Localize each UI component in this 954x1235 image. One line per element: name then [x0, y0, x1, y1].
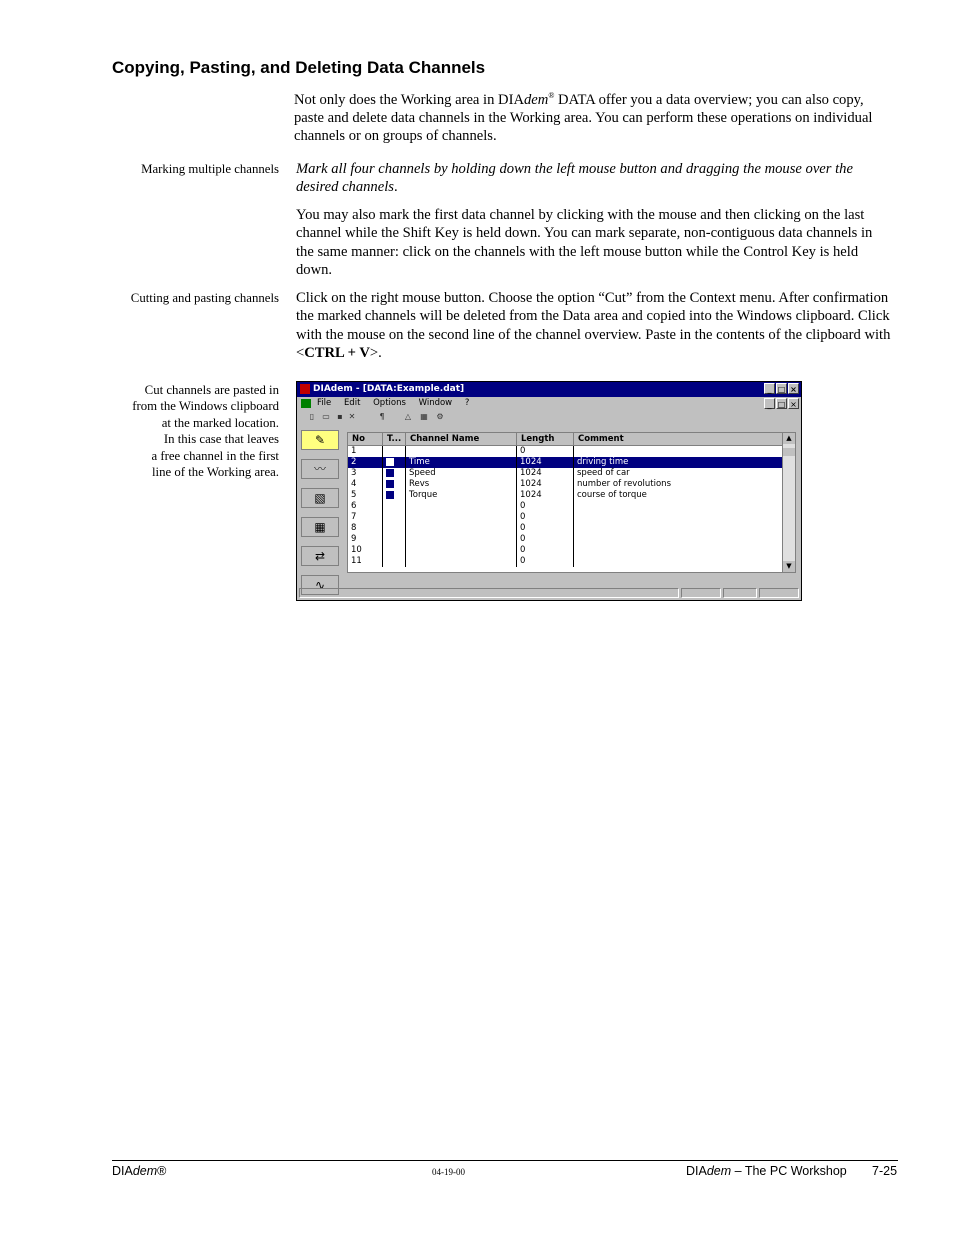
app-icon — [300, 384, 310, 394]
cell-length: 1024 — [517, 490, 574, 501]
cell-length: 0 — [517, 534, 574, 545]
table-row[interactable] — [348, 556, 795, 567]
col-type[interactable]: T... — [383, 433, 406, 446]
vertical-scrollbar[interactable] — [782, 433, 795, 572]
table-row[interactable] — [348, 446, 795, 457]
table-row[interactable] — [348, 545, 795, 556]
status-pane-3 — [723, 588, 757, 598]
delete-icon[interactable]: ✕ — [348, 412, 356, 421]
settings-icon[interactable]: ⚙ — [436, 412, 444, 421]
menu-options[interactable]: Options — [373, 398, 406, 408]
cell-length: 0 — [517, 446, 574, 457]
cell-no: 10 — [348, 545, 383, 556]
marking-instruction: Mark all four channels by holding down the left mouse button and dragging the mouse over the desired channels. — [296, 161, 853, 196]
cell-no: 9 — [348, 534, 383, 545]
minimize-button[interactable]: _ — [764, 383, 775, 394]
toolbar — [297, 410, 801, 424]
menubar — [297, 397, 801, 410]
scroll-down-icon[interactable]: ▼ — [783, 561, 795, 572]
cell-no: 2 — [348, 457, 383, 468]
maximize-button[interactable]: □ — [777, 385, 786, 394]
cell-comment — [574, 446, 783, 457]
channel-type-icon — [386, 491, 394, 499]
channel-type-icon — [386, 480, 394, 488]
cell-comment — [574, 534, 783, 545]
table-row[interactable] — [348, 457, 795, 468]
matrix-panel-icon[interactable]: ▦ — [301, 517, 339, 537]
cell-no: 11 — [348, 556, 383, 567]
col-channel-name[interactable]: Channel Name — [406, 433, 517, 446]
channel-icon[interactable]: ¶ — [379, 412, 385, 421]
status-pane-2 — [681, 588, 721, 598]
status-pane-main — [299, 588, 679, 598]
cell-no: 5 — [348, 490, 383, 501]
cell-length: 0 — [517, 512, 574, 523]
cell-no: 6 — [348, 501, 383, 512]
cell-channel-name — [406, 446, 517, 457]
footer-rule — [112, 1160, 898, 1161]
cell-length: 0 — [517, 545, 574, 556]
table-row[interactable] — [348, 468, 795, 479]
marking-detail: You may also mark the first data channel by clicking with the mouse and then clicking on the last channel while the Shift Key is held down. You can mark separate, non-contiguous data channels in the same manner: click on the channels with the left mouse button while the Control Key is held down. — [296, 207, 873, 278]
intro-paragraph: Not only does the Working area in DIAdem® DATA offer you a data overview; you can also copy, paste and delete data channels in the Working area. You can perform these operations on individual channels or on groups of channels. — [294, 91, 873, 145]
cell-comment — [574, 556, 783, 567]
doc-restore-button[interactable]: □ — [777, 400, 786, 409]
grid-icon[interactable]: ▦ — [420, 412, 428, 421]
status-bar — [299, 588, 799, 598]
channel-type-icon — [386, 469, 394, 477]
table-row[interactable] — [348, 501, 795, 512]
cell-channel-name — [406, 512, 517, 523]
table-row[interactable] — [348, 523, 795, 534]
cell-type — [383, 523, 406, 534]
surface-panel-icon[interactable]: ▧ — [301, 488, 339, 508]
cell-length: 1024 — [517, 479, 574, 490]
cell-comment: speed of car — [574, 468, 783, 479]
cutting-paragraph: Click on the right mouse button. Choose the option “Cut” from the Context menu. After confirmation the marked channels will be deleted from the Data area and copied into the Windows clipboard. Click with the mouse on the second line of the channel overview. Paste in the contents of the clipboard with <CTRL + V>. — [296, 290, 891, 361]
cell-comment — [574, 512, 783, 523]
scope-panel-icon[interactable]: ∿ — [301, 575, 339, 595]
cell-comment: course of torque — [574, 490, 783, 501]
cutting-side-label: Cutting and pasting channels — [130, 291, 279, 305]
cell-length: 1024 — [517, 457, 574, 468]
table-row[interactable] — [348, 490, 795, 501]
cell-type — [383, 501, 406, 512]
col-comment[interactable]: Comment — [574, 433, 783, 446]
cell-no: 7 — [348, 512, 383, 523]
menu-window[interactable]: Window — [418, 398, 453, 408]
page-number: 7-25 — [872, 1164, 898, 1178]
measure-panel-icon[interactable]: ⇄ — [301, 546, 339, 566]
cell-type — [383, 446, 406, 457]
section-heading: Copying, Pasting, and Deleting Data Channels — [112, 58, 486, 77]
scroll-thumb[interactable] — [783, 448, 795, 456]
cell-channel-name: Time — [406, 457, 517, 468]
status-pane-4 — [759, 588, 799, 598]
cell-type — [383, 512, 406, 523]
menu-file[interactable]: File — [317, 398, 332, 408]
cell-length: 0 — [517, 523, 574, 534]
window-titlebar — [297, 382, 801, 397]
cell-channel-name: Speed — [406, 468, 517, 479]
footer-date: 04-19-00 — [432, 1167, 465, 1177]
panel-selector — [299, 426, 341, 592]
channel-table — [347, 432, 796, 573]
cell-comment: driving time — [574, 457, 783, 468]
cell-type — [383, 534, 406, 545]
marking-side-label: Marking multiple channels — [141, 162, 279, 176]
graph-icon[interactable]: △ — [404, 412, 412, 421]
footer-left: DIAdem® — [112, 1164, 167, 1178]
cell-no: 1 — [348, 446, 383, 457]
cell-type — [383, 490, 406, 501]
footer-title: DIAdem – The PC Workshop — [686, 1164, 847, 1178]
menu-help[interactable]: ? — [464, 398, 470, 408]
col-no[interactable]: No — [348, 433, 383, 446]
doc-minimize-button[interactable]: _ — [764, 398, 775, 409]
cell-no: 3 — [348, 468, 383, 479]
doc-close-button[interactable]: × — [788, 398, 799, 409]
close-button[interactable]: × — [788, 383, 799, 394]
cell-channel-name — [406, 556, 517, 567]
cell-comment: number of revolutions — [574, 479, 783, 490]
cell-channel-name — [406, 534, 517, 545]
cell-length: 0 — [517, 501, 574, 512]
save-icon[interactable]: ▪ — [337, 412, 343, 421]
open-file-icon[interactable]: ▭ — [322, 412, 330, 421]
cell-channel-name: Revs — [406, 479, 517, 490]
cell-length: 1024 — [517, 468, 574, 479]
figure-caption: Cut channels are pasted in from the Windows clipboard at the marked location. In this case that leaves a free channel in the first line of the Working area. — [132, 383, 279, 480]
cell-no: 4 — [348, 479, 383, 490]
cell-channel-name — [406, 501, 517, 512]
table-row[interactable] — [348, 534, 795, 545]
col-length[interactable]: Length — [517, 433, 574, 446]
cell-type — [383, 457, 406, 468]
scroll-up-icon[interactable]: ▲ — [783, 433, 795, 444]
cell-type — [383, 468, 406, 479]
cell-type — [383, 556, 406, 567]
channel-type-icon — [386, 458, 394, 466]
data-panel-icon[interactable]: ✎ — [301, 430, 339, 450]
window-title: DIAdem - [DATA:Example.dat] — [313, 384, 465, 394]
graph-panel-icon[interactable]: 〰 — [301, 459, 339, 479]
cell-type — [383, 545, 406, 556]
cell-channel-name — [406, 523, 517, 534]
cell-channel-name: Torque — [406, 490, 517, 501]
table-header — [348, 433, 795, 446]
cell-comment — [574, 501, 783, 512]
new-file-icon[interactable]: ▯ — [309, 412, 315, 421]
cell-comment — [574, 523, 783, 534]
cell-comment — [574, 545, 783, 556]
cell-no: 8 — [348, 523, 383, 534]
table-row[interactable] — [348, 512, 795, 523]
cell-channel-name — [406, 545, 517, 556]
mdi-doc-icon — [301, 399, 311, 408]
cell-length: 0 — [517, 556, 574, 567]
table-row[interactable] — [348, 479, 795, 490]
diadem-window-screenshot — [296, 381, 802, 601]
cell-type — [383, 479, 406, 490]
menu-edit[interactable]: Edit — [343, 398, 361, 408]
